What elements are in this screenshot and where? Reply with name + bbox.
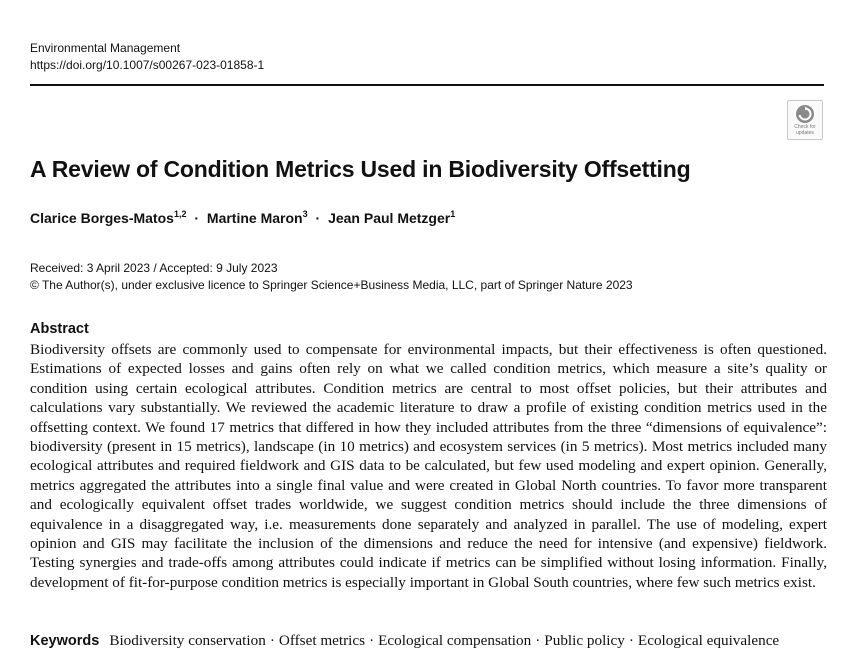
keyword-item: Offset metrics — [278, 632, 366, 649]
keyword-item: Biodiversity conservation — [109, 632, 266, 649]
author-name[interactable]: Martine Maron$^3$ — [206, 209, 308, 226]
keywords-label: Keywords — [30, 633, 100, 649]
keyword-separator: · — [369, 632, 375, 649]
author-list — [30, 210, 455, 226]
publication-dates — [30, 260, 633, 294]
journal-name: Environmental Management — [30, 41, 181, 55]
header-rule — [30, 84, 824, 86]
keyword-separator: · — [628, 632, 634, 649]
author-separator: · — [194, 210, 200, 226]
abstract-text: Biodiversity offsets are commonly used to compensate for environmental impacts, but their effectiveness is often questioned. Estimations of expected losses and gains often rely on what we called condition metrics, which measure a site’s quality or condition using certain ecological attributes. Condition metrics are central to most offset policies, but their attributes and calculations vary substantially. We reviewed the academic literature to draw a profile of existing condition metrics used in the offsetting context. We found 17 metrics that differed in how they included attributes from the three “dimensions of equivalence”: biodiversity (present in 15 metrics), landscape (in 10 metrics) and ecosystem services (in 5 metrics). Most metrics included many ecological attributes and required fieldwork and GIS data to be calculated, but few used modeling and expert opinion. Generally, metrics aggregated the attributes into a single final value and were created in Global North countries. To favor more transparent and ecologically equivalent offset trades worldwide, we suggest condition metrics should include the three dimensions of equivalence in a disaggregated way, i.e. measurements done separately and analyzed in parallel. The use of modeling, expert opinion and GIS may facilitate the inclusion of the dimensions and reduce the need for intensive (and expensive) fieldwork. Testing synergies and trade-offs among attributes could indicate if metrics can be simplified without losing information. Finally, development of fit-for-purpose condition metrics is especially important in Global South countries, where few such metrics exist. — [30, 341, 827, 591]
paper-title: A Review of Condition Metrics Used in Biodiversity Offsetting — [30, 156, 691, 182]
check-for-updates-button[interactable] — [787, 100, 823, 140]
keyword-separator: · — [535, 632, 541, 649]
keyword-item: Ecological equivalence — [637, 632, 780, 649]
journal-header — [30, 40, 264, 74]
author-name[interactable]: Clarice Borges-Matos$^{1,2}$ — [30, 209, 187, 226]
doi-link[interactable]: https://doi.org/10.1007/s00267-023-01858-1 — [30, 58, 265, 72]
keywords-list — [109, 632, 779, 649]
abstract-heading: Abstract — [30, 321, 89, 337]
check-updates-label: Check for updates — [794, 124, 816, 136]
author-separator: · — [315, 210, 321, 226]
keyword-separator: · — [269, 632, 275, 649]
keywords — [30, 632, 779, 650]
author-name[interactable]: Jean Paul Metzger$^1$ — [328, 209, 456, 226]
received-accepted-dates: Received: 3 April 2023 / Accepted: 9 July 2023 — [30, 261, 278, 275]
check-updates-icon — [795, 104, 815, 124]
keyword-item: Public policy — [544, 632, 625, 649]
keyword-item: Ecological compensation — [378, 632, 532, 649]
copyright-notice: © The Author(s), under exclusive licence to Springer Science+Business Media, LLC, part of Springer Nature 2023 — [30, 278, 633, 292]
